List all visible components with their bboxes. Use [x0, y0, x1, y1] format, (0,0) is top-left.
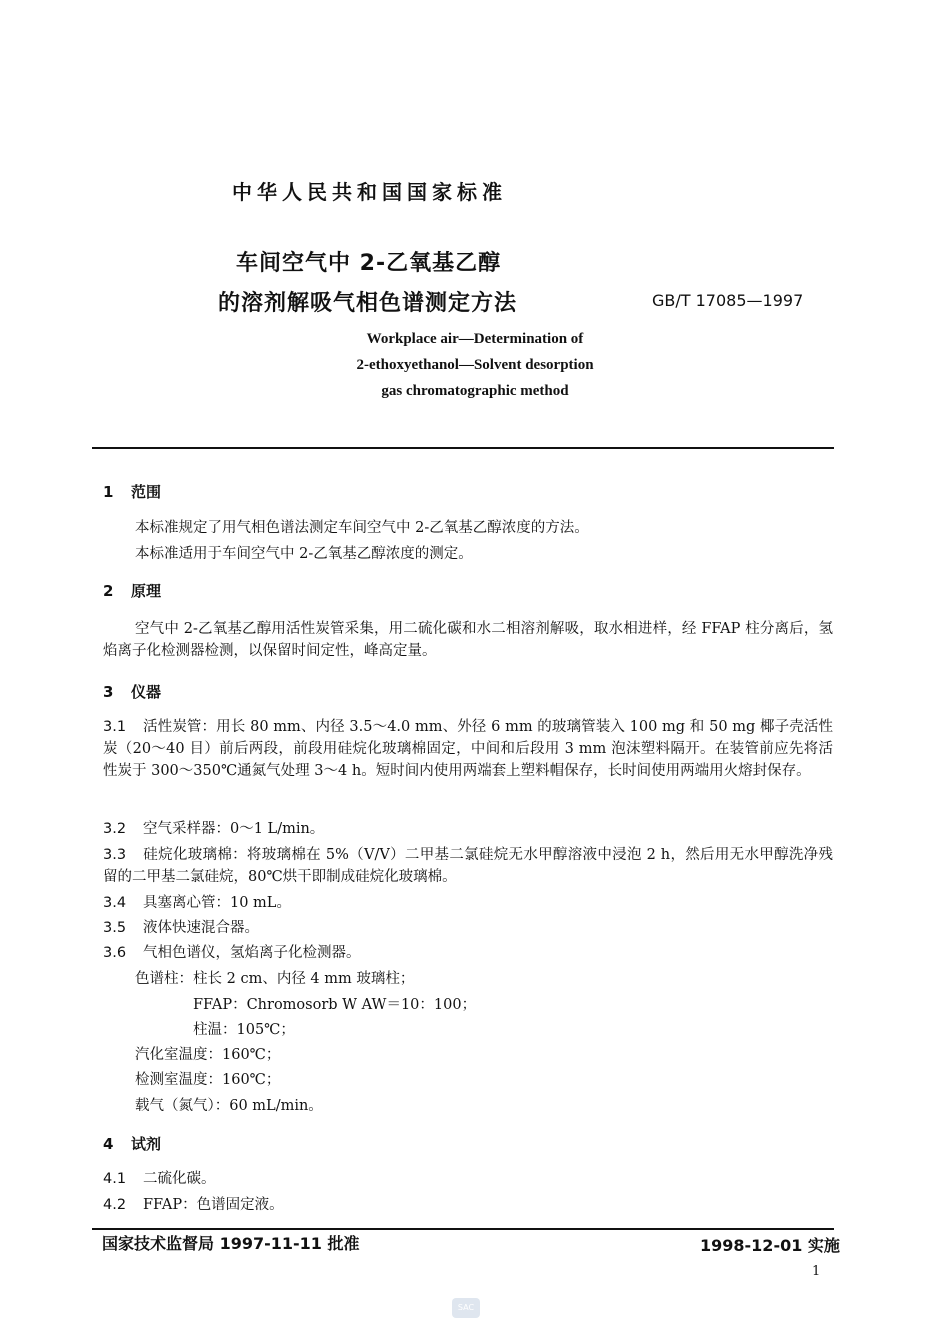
- effective-date: 1998-12-01 实施: [700, 1236, 840, 1255]
- section-number: 2: [103, 582, 114, 600]
- gc-ffap: FFAP：Chromosorb W AW＝10：100；: [193, 997, 477, 1013]
- item-number: 3.4: [103, 895, 127, 911]
- section-number: 3: [103, 683, 114, 701]
- title-cn-line1: 车间空气中 2-乙氧基乙醇: [236, 251, 502, 276]
- title-en-line1: Workplace air—Determination of: [366, 331, 584, 347]
- section-title: 仪器: [131, 683, 162, 701]
- section-1-paragraph-2: 本标准适用于车间空气中 2-乙氧基乙醇浓度的测定。: [135, 546, 473, 562]
- gc-column-temperature: 柱温：105℃；: [193, 1022, 295, 1038]
- header-divider: [92, 447, 834, 449]
- national-standard-heading: 中华人民共和国国家标准: [232, 180, 507, 204]
- title-cn-line2: 的溶剂解吸气相色谱测定方法: [218, 291, 518, 316]
- gc-detector-temperature: 检测室温度：160℃；: [135, 1072, 281, 1088]
- item-text: 液体快速混合器。: [143, 920, 259, 936]
- item-number: 4.2: [103, 1197, 127, 1213]
- item-4-1: [103, 1168, 833, 1190]
- gc-vaporizer-temperature: 汽化室温度：160℃；: [135, 1047, 281, 1063]
- section-title: 范围: [131, 483, 162, 501]
- item-text: 空气采样器：0～1 L/min。: [143, 821, 325, 837]
- section-2-heading: [103, 580, 161, 601]
- page-number: 1: [812, 1264, 821, 1279]
- item-number: 3.3: [103, 847, 127, 863]
- gc-carrier-gas: 载气（氮气）：60 mL/min。: [135, 1098, 323, 1114]
- section-4-heading: [103, 1133, 161, 1154]
- section-title: 原理: [131, 582, 162, 600]
- sac-logo-watermark: SAC: [452, 1298, 480, 1318]
- item-3-3: [103, 844, 833, 888]
- section-1-paragraph-1: 本标准规定了用气相色谱法测定车间空气中 2-乙氧基乙醇浓度的方法。: [135, 520, 589, 536]
- section-number: 1: [103, 483, 114, 501]
- item-number: 3.6: [103, 945, 127, 961]
- approval-date: 国家技术监督局 1997-11-11 批准: [102, 1234, 360, 1253]
- item-number: 3.5: [103, 920, 127, 936]
- item-4-2: [103, 1194, 833, 1216]
- section-1-heading: [103, 481, 161, 502]
- item-3-4: [103, 892, 833, 914]
- item-text: FFAP：色谱固定液。: [143, 1197, 284, 1213]
- title-en-line2: 2-ethoxyethanol—Solvent desorption: [356, 357, 594, 373]
- item-text: 活性炭管：用长 80 mm、内径 3.5～4.0 mm、外径 6 mm 的玻璃管装入 100 mg 和 50 mg 椰子壳活性炭（20～40 目）前后两段，前段用硅烷化玻璃棉固定，中间和后段用 3 mm 泡沫塑料隔开。在装管前应先将活性炭于 300～350℃通氮气处理 3～4 h。短时间内使用两端套上塑料帽保存，长时间使用两端用火熔封保存。: [103, 719, 833, 779]
- item-3-5: [103, 917, 833, 939]
- item-3-2: [103, 818, 833, 840]
- section-number: 4: [103, 1135, 114, 1153]
- standard-code: GB/T 17085—1997: [652, 291, 804, 310]
- footer-divider: [92, 1228, 834, 1230]
- item-3-6: [103, 942, 833, 964]
- section-title: 试剂: [131, 1135, 162, 1153]
- section-2-paragraph: 空气中 2-乙氧基乙醇用活性炭管采集，用二硫化碳和水二相溶剂解吸，取水相进样，经 FFAP 柱分离后，氢焰离子化检测器检测，以保留时间定性，峰高定量。: [103, 621, 833, 659]
- item-text: 硅烷化玻璃棉：将玻璃棉在 5%（V/V）二甲基二氯硅烷无水甲醇溶液中浸泡 2 h，然后用无水甲醇洗净残留的二甲基二氯硅烷，80℃烘干即制成硅烷化玻璃棉。: [103, 847, 833, 885]
- section-3-heading: [103, 681, 161, 702]
- item-text: 二硫化碳。: [143, 1171, 216, 1187]
- item-text: 气相色谱仪，氢焰离子化检测器。: [143, 945, 361, 961]
- item-number: 3.2: [103, 821, 127, 837]
- item-number: 4.1: [103, 1171, 127, 1187]
- item-3-1: [103, 716, 833, 782]
- gc-column: 色谱柱：柱长 2 cm、内径 4 mm 玻璃柱；: [135, 971, 415, 987]
- item-number: 3.1: [103, 719, 127, 735]
- item-text: 具塞离心管：10 mL。: [143, 895, 291, 911]
- title-en-line3: gas chromatographic method: [381, 383, 569, 399]
